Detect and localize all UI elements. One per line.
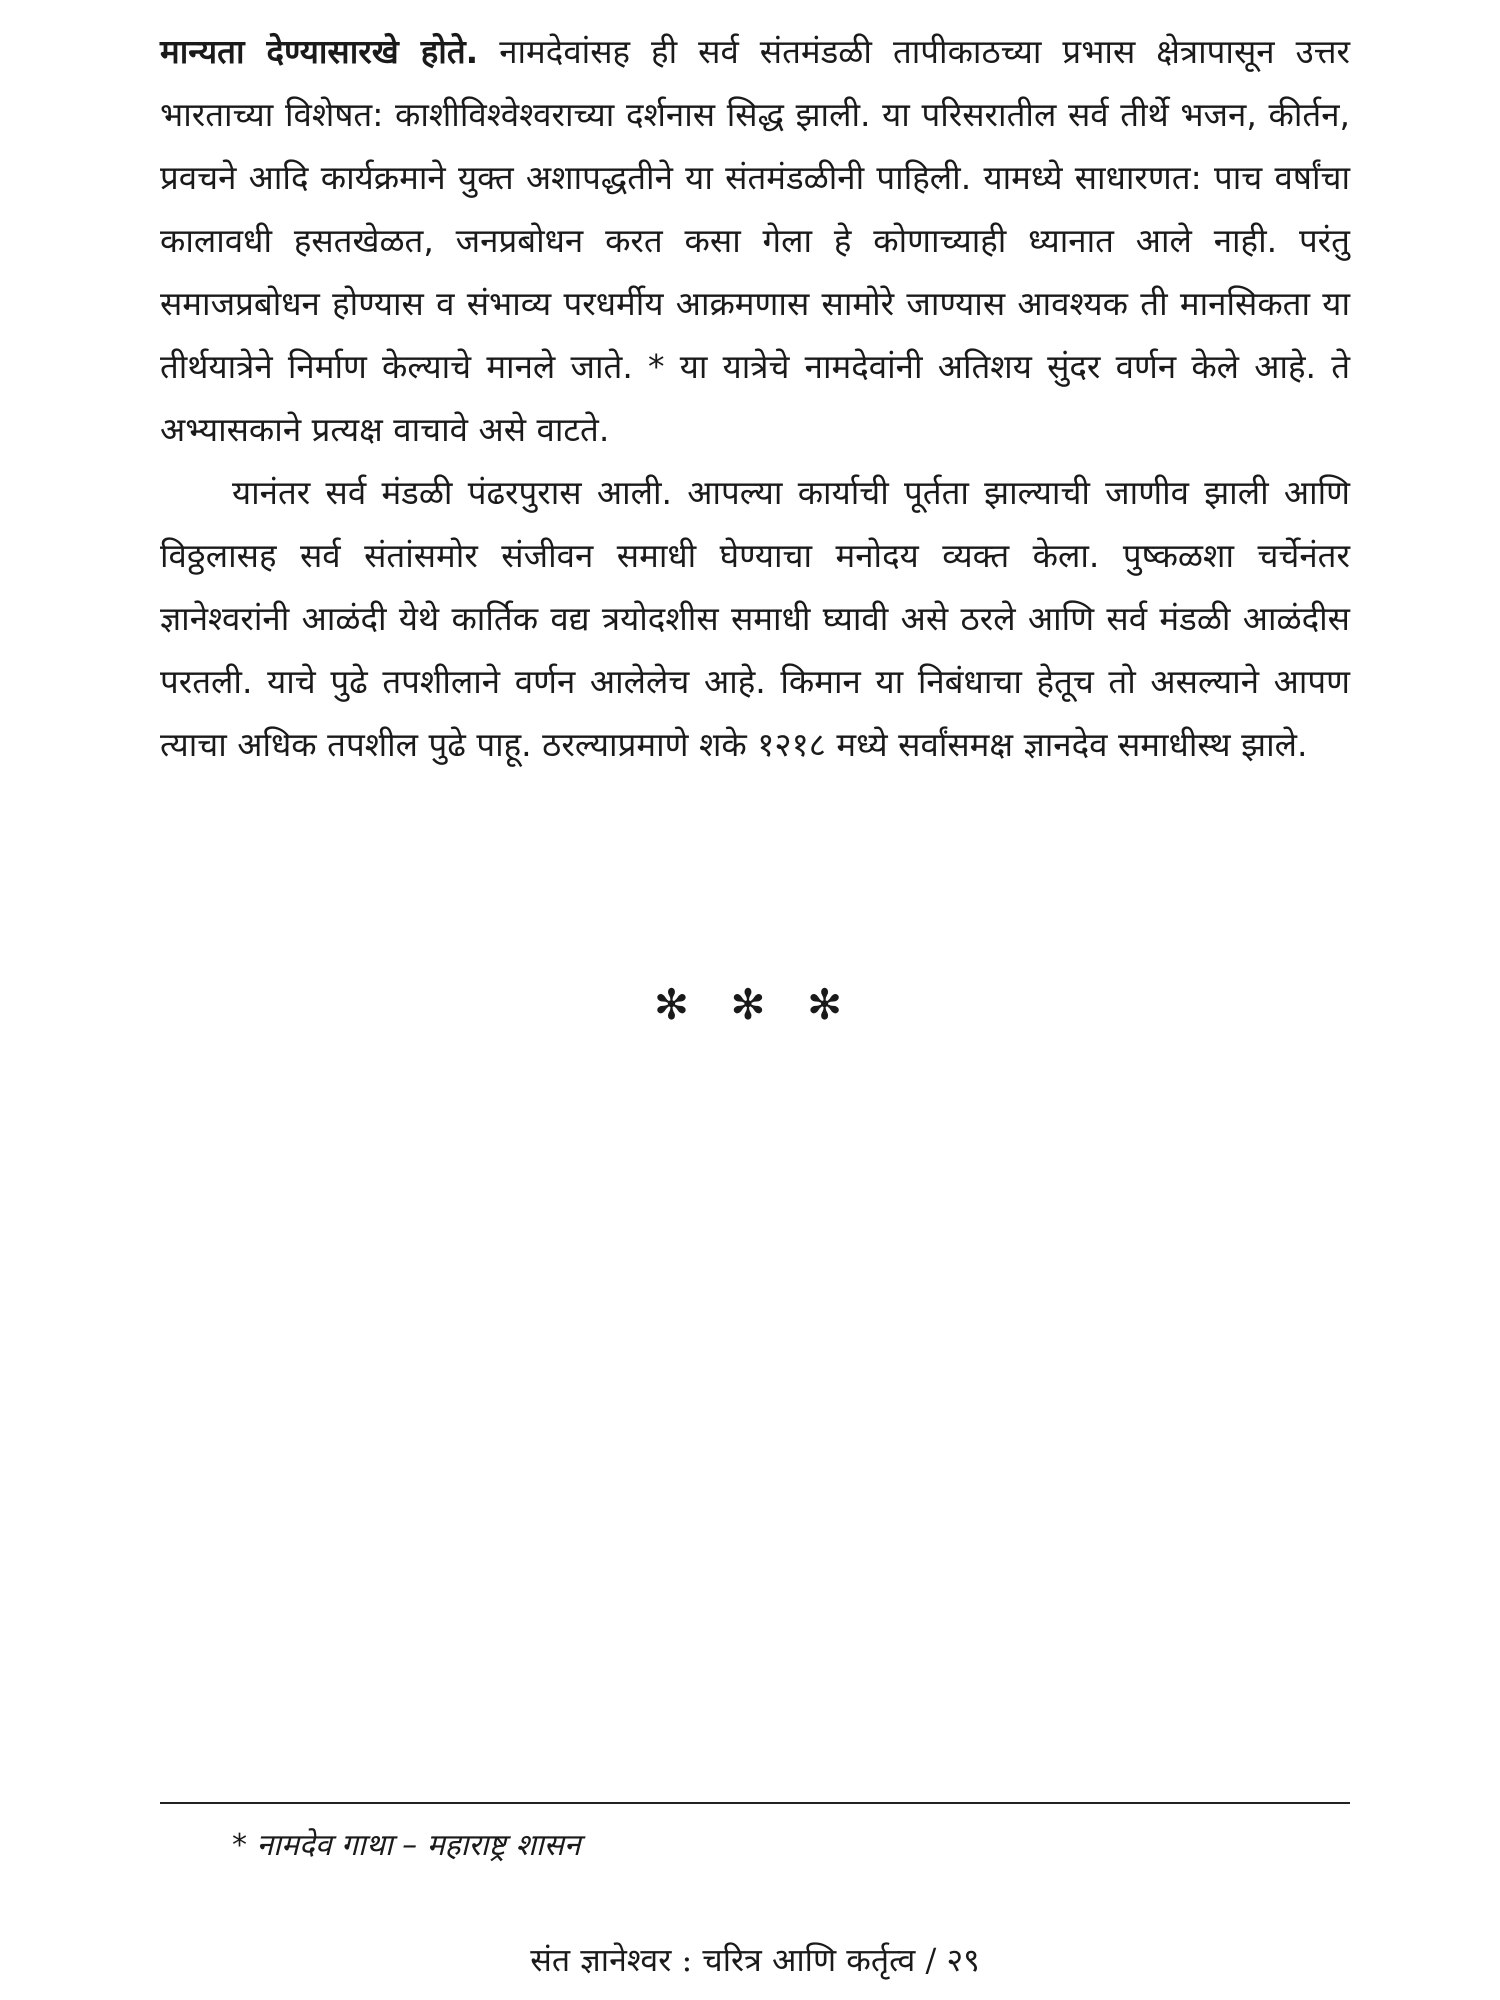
paragraph-1: [160, 20, 1350, 461]
page-footer: संत ज्ञानेश्वर : चरित्र आणि कर्तृत्व / २९: [530, 1941, 980, 1979]
paragraph-1-bold-lead: मान्यता देण्यासारखे होते.: [160, 32, 479, 71]
document-page: [160, 20, 1350, 1980]
footnote: * नामदेव गाथा – महाराष्ट्र शासन: [232, 1828, 581, 1863]
paragraph-2: यानंतर सर्व मंडळी पंढरपुरास आली. आपल्या कार्याची पूर्तता झाल्याची जाणीव झाली आणि विठ्ठलासह सर्व संतांसमोर संजीवन समाधी घेण्याचा मनोदय व्यक्त केला. पुष्कळशा चर्चेनंतर ज्ञानेश्वरांनी आळंदी येथे कार्तिक वद्य त्रयोदशीस समाधी घ्यावी असे ठरले आणि सर्व मंडळी आळंदीस परतली. याचे पुढे तपशीलाने वर्णन आलेलेच आहे. किमान या निबंधाचा हेतूच तो असल्याने आपण त्याचा अधिक तपशील पुढे पाहू. ठरल्याप्रमाणे शके १२१८ मध्ये सर्वांसमक्ष ज्ञानदेव समाधीस्थ झाले.: [160, 473, 1350, 764]
paragraph-1-text: नामदेवांसह ही सर्व संतमंडळी तापीकाठच्या प्रभास क्षेत्रापासून उत्तर भारताच्या विशेषत: काशीविश्वेश्वराच्या दर्शनास सिद्ध झाली. या परिसरातील सर्व तीर्थे भजन, कीर्तन, प्रवचने आदि कार्यक्रमाने युक्त अशापद्धतीने या संतमंडळीनी पाहिली. यामध्ये साधारणत: पाच वर्षांचा कालावधी हसतखेळत, जनप्रबोधन करत कसा गेला हे कोणाच्याही ध्यानात आले नाही. परंतु समाजप्रबोधन होण्यास व संभाव्य परधर्मीय आक्रमणास सामोरे जाण्यास आवश्यक ती मानसिकता या तीर्थयात्रेने निर्माण केल्याचे मानले जाते. * या यात्रेचे नामदेवांनी अतिशय सुंदर वर्णन केले आहे. ते अभ्यासकाने प्रत्यक्ष वाचावे असे वाटते.: [160, 32, 1350, 449]
main-text: [160, 20, 1350, 776]
footnote-divider: [160, 1802, 1350, 1804]
section-break-asterisks: ✻ ✻ ✻: [653, 980, 857, 1029]
